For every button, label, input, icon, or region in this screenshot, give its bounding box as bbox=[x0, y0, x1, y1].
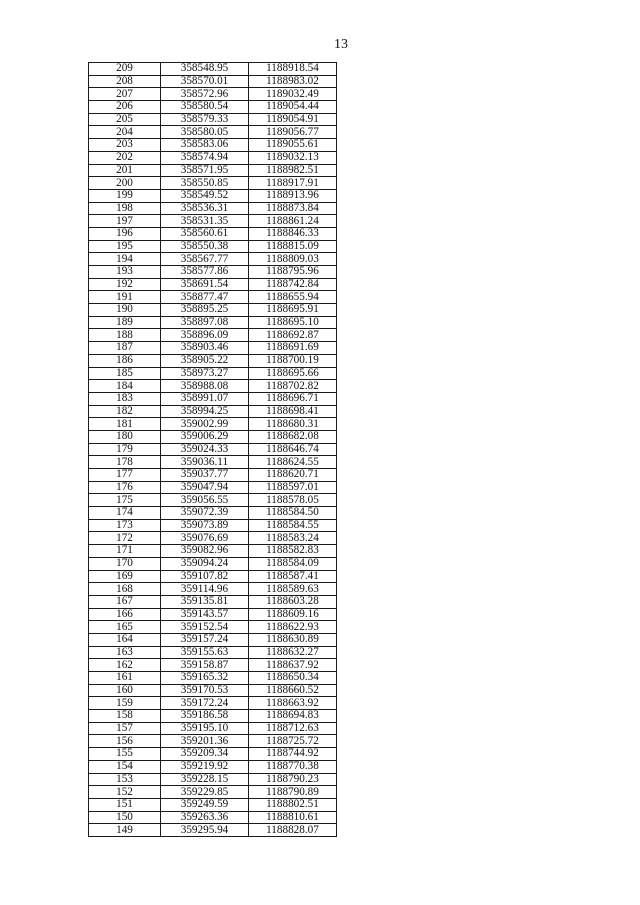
x-coordinate-cell: 359024.33 bbox=[161, 443, 249, 456]
table-row bbox=[89, 646, 337, 659]
table-row bbox=[89, 595, 337, 608]
table-row bbox=[89, 798, 337, 811]
y-coordinate-cell: 1188744.92 bbox=[249, 748, 337, 761]
table-row bbox=[89, 469, 337, 482]
y-coordinate-cell: 1188725.72 bbox=[249, 735, 337, 748]
x-coordinate-cell: 358548.95 bbox=[161, 63, 249, 76]
y-coordinate-cell: 1189032.13 bbox=[249, 151, 337, 164]
x-coordinate-cell: 359076.69 bbox=[161, 532, 249, 545]
table-row bbox=[89, 240, 337, 253]
table-row bbox=[89, 253, 337, 266]
table-row bbox=[89, 672, 337, 685]
x-coordinate-cell: 359037.77 bbox=[161, 469, 249, 482]
y-coordinate-cell: 1188695.66 bbox=[249, 367, 337, 380]
x-coordinate-cell: 358536.31 bbox=[161, 202, 249, 215]
point-number-cell: 153 bbox=[89, 773, 161, 786]
point-number-cell: 197 bbox=[89, 215, 161, 228]
x-coordinate-cell: 358897.08 bbox=[161, 316, 249, 329]
y-coordinate-cell: 1188582.83 bbox=[249, 545, 337, 558]
point-number-cell: 194 bbox=[89, 253, 161, 266]
y-coordinate-cell: 1188597.01 bbox=[249, 481, 337, 494]
y-coordinate-cell: 1188770.38 bbox=[249, 760, 337, 773]
x-coordinate-cell: 359073.89 bbox=[161, 519, 249, 532]
x-coordinate-cell: 358973.27 bbox=[161, 367, 249, 380]
table-row bbox=[89, 519, 337, 532]
x-coordinate-cell: 358572.96 bbox=[161, 88, 249, 101]
point-number-cell: 171 bbox=[89, 545, 161, 558]
y-coordinate-cell: 1188695.91 bbox=[249, 304, 337, 317]
x-coordinate-cell: 359006.29 bbox=[161, 430, 249, 443]
table-row bbox=[89, 621, 337, 634]
y-coordinate-cell: 1188624.55 bbox=[249, 456, 337, 469]
x-coordinate-cell: 359195.10 bbox=[161, 722, 249, 735]
y-coordinate-cell: 1188584.55 bbox=[249, 519, 337, 532]
y-coordinate-cell: 1188622.93 bbox=[249, 621, 337, 634]
y-coordinate-cell: 1188712.63 bbox=[249, 722, 337, 735]
y-coordinate-cell: 1188583.24 bbox=[249, 532, 337, 545]
y-coordinate-cell: 1188828.07 bbox=[249, 824, 337, 837]
y-coordinate-cell: 1188700.19 bbox=[249, 354, 337, 367]
table-row bbox=[89, 545, 337, 558]
x-coordinate-cell: 358531.35 bbox=[161, 215, 249, 228]
point-number-cell: 159 bbox=[89, 697, 161, 710]
x-coordinate-cell: 358903.46 bbox=[161, 342, 249, 355]
point-number-cell: 184 bbox=[89, 380, 161, 393]
y-coordinate-cell: 1188810.61 bbox=[249, 811, 337, 824]
point-number-cell: 203 bbox=[89, 139, 161, 152]
table-row bbox=[89, 392, 337, 405]
x-coordinate-cell: 359263.36 bbox=[161, 811, 249, 824]
y-coordinate-cell: 1188983.02 bbox=[249, 75, 337, 88]
x-coordinate-cell: 358583.06 bbox=[161, 139, 249, 152]
y-coordinate-cell: 1188646.74 bbox=[249, 443, 337, 456]
x-coordinate-cell: 358567.77 bbox=[161, 253, 249, 266]
coordinate-table-body bbox=[89, 63, 337, 837]
table-row bbox=[89, 494, 337, 507]
table-row bbox=[89, 278, 337, 291]
x-coordinate-cell: 359002.99 bbox=[161, 418, 249, 431]
x-coordinate-cell: 358991.07 bbox=[161, 392, 249, 405]
table-row bbox=[89, 608, 337, 621]
point-number-cell: 162 bbox=[89, 659, 161, 672]
point-number-cell: 204 bbox=[89, 126, 161, 139]
point-number-cell: 195 bbox=[89, 240, 161, 253]
x-coordinate-cell: 358560.61 bbox=[161, 227, 249, 240]
y-coordinate-cell: 1189032.49 bbox=[249, 88, 337, 101]
point-number-cell: 178 bbox=[89, 456, 161, 469]
y-coordinate-cell: 1188742.84 bbox=[249, 278, 337, 291]
table-row bbox=[89, 266, 337, 279]
table-row bbox=[89, 367, 337, 380]
point-number-cell: 183 bbox=[89, 392, 161, 405]
point-number-cell: 189 bbox=[89, 316, 161, 329]
y-coordinate-cell: 1188695.10 bbox=[249, 316, 337, 329]
y-coordinate-cell: 1188790.89 bbox=[249, 786, 337, 799]
point-number-cell: 167 bbox=[89, 595, 161, 608]
point-number-cell: 177 bbox=[89, 469, 161, 482]
point-number-cell: 172 bbox=[89, 532, 161, 545]
y-coordinate-cell: 1188663.92 bbox=[249, 697, 337, 710]
point-number-cell: 161 bbox=[89, 672, 161, 685]
point-number-cell: 193 bbox=[89, 266, 161, 279]
y-coordinate-cell: 1188632.27 bbox=[249, 646, 337, 659]
table-row bbox=[89, 773, 337, 786]
x-coordinate-cell: 359186.58 bbox=[161, 710, 249, 723]
x-coordinate-cell: 359135.81 bbox=[161, 595, 249, 608]
point-number-cell: 181 bbox=[89, 418, 161, 431]
y-coordinate-cell: 1188637.92 bbox=[249, 659, 337, 672]
point-number-cell: 173 bbox=[89, 519, 161, 532]
point-number-cell: 180 bbox=[89, 430, 161, 443]
table-row bbox=[89, 342, 337, 355]
x-coordinate-cell: 358549.52 bbox=[161, 189, 249, 202]
x-coordinate-cell: 358580.05 bbox=[161, 126, 249, 139]
x-coordinate-cell: 358571.95 bbox=[161, 164, 249, 177]
point-number-cell: 179 bbox=[89, 443, 161, 456]
y-coordinate-cell: 1188795.96 bbox=[249, 266, 337, 279]
x-coordinate-cell: 359249.59 bbox=[161, 798, 249, 811]
x-coordinate-cell: 359165.32 bbox=[161, 672, 249, 685]
table-row bbox=[89, 202, 337, 215]
y-coordinate-cell: 1188696.71 bbox=[249, 392, 337, 405]
point-number-cell: 166 bbox=[89, 608, 161, 621]
point-number-cell: 156 bbox=[89, 735, 161, 748]
x-coordinate-cell: 358905.22 bbox=[161, 354, 249, 367]
point-number-cell: 188 bbox=[89, 329, 161, 342]
table-row bbox=[89, 164, 337, 177]
y-coordinate-cell: 1189054.44 bbox=[249, 101, 337, 114]
table-row bbox=[89, 735, 337, 748]
table-row bbox=[89, 189, 337, 202]
table-row bbox=[89, 532, 337, 545]
y-coordinate-cell: 1189055.61 bbox=[249, 139, 337, 152]
point-number-cell: 165 bbox=[89, 621, 161, 634]
point-number-cell: 199 bbox=[89, 189, 161, 202]
point-number-cell: 176 bbox=[89, 481, 161, 494]
point-number-cell: 152 bbox=[89, 786, 161, 799]
x-coordinate-cell: 359047.94 bbox=[161, 481, 249, 494]
x-coordinate-cell: 359155.63 bbox=[161, 646, 249, 659]
point-number-cell: 192 bbox=[89, 278, 161, 291]
coordinate-table bbox=[88, 62, 337, 837]
y-coordinate-cell: 1188815.09 bbox=[249, 240, 337, 253]
y-coordinate-cell: 1188698.41 bbox=[249, 405, 337, 418]
table-row bbox=[89, 507, 337, 520]
y-coordinate-cell: 1188620.71 bbox=[249, 469, 337, 482]
x-coordinate-cell: 358877.47 bbox=[161, 291, 249, 304]
x-coordinate-cell: 359158.87 bbox=[161, 659, 249, 672]
point-number-cell: 190 bbox=[89, 304, 161, 317]
x-coordinate-cell: 358550.38 bbox=[161, 240, 249, 253]
y-coordinate-cell: 1188873.84 bbox=[249, 202, 337, 215]
y-coordinate-cell: 1188589.63 bbox=[249, 583, 337, 596]
point-number-cell: 158 bbox=[89, 710, 161, 723]
table-row bbox=[89, 113, 337, 126]
y-coordinate-cell: 1188630.89 bbox=[249, 633, 337, 646]
point-number-cell: 149 bbox=[89, 824, 161, 837]
y-coordinate-cell: 1188680.31 bbox=[249, 418, 337, 431]
y-coordinate-cell: 1189056.77 bbox=[249, 126, 337, 139]
x-coordinate-cell: 358570.01 bbox=[161, 75, 249, 88]
table-row bbox=[89, 710, 337, 723]
table-row bbox=[89, 684, 337, 697]
x-coordinate-cell: 359114.96 bbox=[161, 583, 249, 596]
x-coordinate-cell: 359157.24 bbox=[161, 633, 249, 646]
point-number-cell: 208 bbox=[89, 75, 161, 88]
point-number-cell: 170 bbox=[89, 557, 161, 570]
y-coordinate-cell: 1188603.28 bbox=[249, 595, 337, 608]
x-coordinate-cell: 358896.09 bbox=[161, 329, 249, 342]
table-row bbox=[89, 443, 337, 456]
y-coordinate-cell: 1189054.91 bbox=[249, 113, 337, 126]
x-coordinate-cell: 359072.39 bbox=[161, 507, 249, 520]
point-number-cell: 175 bbox=[89, 494, 161, 507]
point-number-cell: 174 bbox=[89, 507, 161, 520]
table-row bbox=[89, 456, 337, 469]
table-row bbox=[89, 760, 337, 773]
x-coordinate-cell: 359082.96 bbox=[161, 545, 249, 558]
table-row bbox=[89, 583, 337, 596]
point-number-cell: 163 bbox=[89, 646, 161, 659]
table-row bbox=[89, 227, 337, 240]
point-number-cell: 186 bbox=[89, 354, 161, 367]
point-number-cell: 196 bbox=[89, 227, 161, 240]
point-number-cell: 187 bbox=[89, 342, 161, 355]
y-coordinate-cell: 1188609.16 bbox=[249, 608, 337, 621]
table-row bbox=[89, 151, 337, 164]
y-coordinate-cell: 1188802.51 bbox=[249, 798, 337, 811]
point-number-cell: 198 bbox=[89, 202, 161, 215]
table-row bbox=[89, 88, 337, 101]
table-row bbox=[89, 291, 337, 304]
table-row bbox=[89, 722, 337, 735]
y-coordinate-cell: 1188982.51 bbox=[249, 164, 337, 177]
x-coordinate-cell: 358988.08 bbox=[161, 380, 249, 393]
x-coordinate-cell: 359229.85 bbox=[161, 786, 249, 799]
point-number-cell: 155 bbox=[89, 748, 161, 761]
table-row bbox=[89, 316, 337, 329]
point-number-cell: 182 bbox=[89, 405, 161, 418]
table-row bbox=[89, 139, 337, 152]
y-coordinate-cell: 1188702.82 bbox=[249, 380, 337, 393]
table-row bbox=[89, 405, 337, 418]
x-coordinate-cell: 359172.24 bbox=[161, 697, 249, 710]
point-number-cell: 150 bbox=[89, 811, 161, 824]
table-row bbox=[89, 786, 337, 799]
x-coordinate-cell: 359295.94 bbox=[161, 824, 249, 837]
table-row bbox=[89, 126, 337, 139]
table-row bbox=[89, 304, 337, 317]
y-coordinate-cell: 1188578.05 bbox=[249, 494, 337, 507]
y-coordinate-cell: 1188587.41 bbox=[249, 570, 337, 583]
y-coordinate-cell: 1188584.50 bbox=[249, 507, 337, 520]
table-row bbox=[89, 380, 337, 393]
x-coordinate-cell: 359201.36 bbox=[161, 735, 249, 748]
point-number-cell: 157 bbox=[89, 722, 161, 735]
table-row bbox=[89, 75, 337, 88]
point-number-cell: 201 bbox=[89, 164, 161, 177]
table-row bbox=[89, 557, 337, 570]
point-number-cell: 154 bbox=[89, 760, 161, 773]
x-coordinate-cell: 359228.15 bbox=[161, 773, 249, 786]
y-coordinate-cell: 1188682.08 bbox=[249, 430, 337, 443]
table-row bbox=[89, 177, 337, 190]
y-coordinate-cell: 1188913.96 bbox=[249, 189, 337, 202]
x-coordinate-cell: 359036.11 bbox=[161, 456, 249, 469]
y-coordinate-cell: 1188692.87 bbox=[249, 329, 337, 342]
table-row bbox=[89, 215, 337, 228]
x-coordinate-cell: 359152.54 bbox=[161, 621, 249, 634]
table-row bbox=[89, 697, 337, 710]
y-coordinate-cell: 1188861.24 bbox=[249, 215, 337, 228]
table-row bbox=[89, 354, 337, 367]
page-number: 13 bbox=[334, 37, 348, 52]
point-number-cell: 169 bbox=[89, 570, 161, 583]
table-row bbox=[89, 570, 337, 583]
x-coordinate-cell: 358579.33 bbox=[161, 113, 249, 126]
point-number-cell: 151 bbox=[89, 798, 161, 811]
x-coordinate-cell: 358691.54 bbox=[161, 278, 249, 291]
y-coordinate-cell: 1188918.54 bbox=[249, 63, 337, 76]
y-coordinate-cell: 1188790.23 bbox=[249, 773, 337, 786]
y-coordinate-cell: 1188660.52 bbox=[249, 684, 337, 697]
point-number-cell: 205 bbox=[89, 113, 161, 126]
y-coordinate-cell: 1188846.33 bbox=[249, 227, 337, 240]
y-coordinate-cell: 1188917.91 bbox=[249, 177, 337, 190]
table-row bbox=[89, 63, 337, 76]
point-number-cell: 191 bbox=[89, 291, 161, 304]
y-coordinate-cell: 1188691.69 bbox=[249, 342, 337, 355]
table-row bbox=[89, 101, 337, 114]
table-row bbox=[89, 824, 337, 837]
x-coordinate-cell: 359107.82 bbox=[161, 570, 249, 583]
x-coordinate-cell: 359209.34 bbox=[161, 748, 249, 761]
x-coordinate-cell: 358580.54 bbox=[161, 101, 249, 114]
table-row bbox=[89, 418, 337, 431]
x-coordinate-cell: 359170.53 bbox=[161, 684, 249, 697]
point-number-cell: 164 bbox=[89, 633, 161, 646]
x-coordinate-cell: 359094.24 bbox=[161, 557, 249, 570]
x-coordinate-cell: 358550.85 bbox=[161, 177, 249, 190]
y-coordinate-cell: 1188650.34 bbox=[249, 672, 337, 685]
point-number-cell: 168 bbox=[89, 583, 161, 596]
table-row bbox=[89, 811, 337, 824]
y-coordinate-cell: 1188655.94 bbox=[249, 291, 337, 304]
point-number-cell: 209 bbox=[89, 63, 161, 76]
x-coordinate-cell: 358577.86 bbox=[161, 266, 249, 279]
table-row bbox=[89, 481, 337, 494]
table-row bbox=[89, 430, 337, 443]
y-coordinate-cell: 1188809.03 bbox=[249, 253, 337, 266]
point-number-cell: 202 bbox=[89, 151, 161, 164]
x-coordinate-cell: 358895.25 bbox=[161, 304, 249, 317]
table-row bbox=[89, 329, 337, 342]
table-row bbox=[89, 633, 337, 646]
x-coordinate-cell: 359056.55 bbox=[161, 494, 249, 507]
x-coordinate-cell: 358994.25 bbox=[161, 405, 249, 418]
x-coordinate-cell: 359143.57 bbox=[161, 608, 249, 621]
x-coordinate-cell: 358574.94 bbox=[161, 151, 249, 164]
table-row bbox=[89, 659, 337, 672]
y-coordinate-cell: 1188694.83 bbox=[249, 710, 337, 723]
point-number-cell: 207 bbox=[89, 88, 161, 101]
x-coordinate-cell: 359219.92 bbox=[161, 760, 249, 773]
point-number-cell: 206 bbox=[89, 101, 161, 114]
point-number-cell: 160 bbox=[89, 684, 161, 697]
y-coordinate-cell: 1188584.09 bbox=[249, 557, 337, 570]
point-number-cell: 185 bbox=[89, 367, 161, 380]
point-number-cell: 200 bbox=[89, 177, 161, 190]
table-row bbox=[89, 748, 337, 761]
